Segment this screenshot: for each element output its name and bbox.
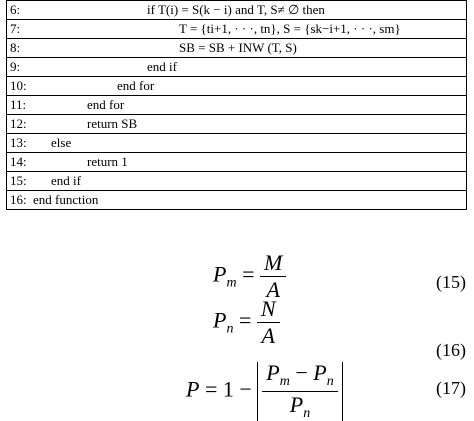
algorithm-line-row (7, 58, 467, 77)
line-code: end for (87, 97, 125, 112)
line-code: end if (147, 59, 177, 74)
line-number: 16: (10, 192, 27, 207)
line-code: end for (117, 78, 155, 93)
algorithm-line-row (7, 39, 467, 58)
eq16-lhs-sub: n (226, 321, 234, 337)
eq17-num-a: P (266, 360, 280, 385)
algorithm-line-row (7, 20, 467, 39)
algorithm-line-row (7, 1, 467, 20)
algorithm-line-row (7, 115, 467, 134)
algorithm-line-row (7, 153, 467, 172)
line-code: else (51, 135, 72, 150)
algorithm-line-cell (7, 134, 467, 153)
equation-15 (213, 252, 286, 301)
algorithm-line-cell (7, 153, 467, 172)
line-code: return SB (87, 116, 138, 131)
eq17-lhs: P (186, 376, 200, 402)
line-code: SB = SB + INW (T, S) (179, 40, 297, 55)
line-code: T = {ti+1, · · ·, tn}, S = {sk−i+1, · · ·, sm} (179, 21, 401, 36)
algorithm-line-cell (7, 20, 467, 39)
eq15-denominator: A (266, 277, 280, 302)
line-code: end function (33, 192, 99, 207)
algorithm-line-cell (7, 1, 467, 20)
algorithm-line-cell (7, 77, 467, 96)
eq17-num-b-sub: n (326, 374, 334, 389)
line-number: 11: (10, 97, 27, 112)
line-number: 12: (10, 116, 27, 131)
eq17-equals: = 1 − (204, 376, 252, 402)
line-code: end if (51, 173, 81, 188)
eq17-minus: − (289, 360, 314, 385)
line-number: 15: (10, 173, 27, 188)
eq16-numerator: N (257, 298, 280, 323)
eq16-denominator: A (261, 323, 275, 348)
algorithm-line-row (7, 191, 467, 210)
eq16-fraction (257, 298, 280, 347)
eq15-lhs-sub: m (226, 275, 237, 291)
line-number: 7: (10, 21, 21, 36)
eq17-num-b: P (313, 360, 327, 385)
eq17-fraction (262, 362, 337, 421)
eq15-numerator: M (260, 252, 286, 277)
line-number: 13: (10, 135, 27, 150)
eq17-den-p: P (289, 392, 304, 417)
equation-16 (213, 298, 280, 347)
eq15-lhs: P (213, 261, 227, 287)
algorithm-line-cell (7, 39, 467, 58)
algorithm-line-row (7, 96, 467, 115)
line-code: if T(i) = S(k − i) and T, S≠ ∅ then (147, 2, 325, 17)
eq17-numerator (262, 362, 337, 392)
algorithm-table (6, 0, 467, 210)
equation-15-label: (15) (436, 272, 466, 292)
line-number: 8: (10, 40, 21, 55)
algorithm-line-cell (7, 96, 467, 115)
equation-17 (186, 362, 343, 421)
line-number: 6: (10, 2, 21, 17)
line-number: 10: (10, 78, 27, 93)
line-code: return 1 (87, 154, 128, 169)
algorithm-line-cell (7, 191, 467, 210)
eq17-den-sub: n (303, 406, 311, 421)
eq16-lhs: P (213, 307, 227, 333)
eq15-equals: = (242, 261, 255, 287)
eq17-absolute-value (257, 362, 342, 421)
algorithm-line-row (7, 172, 467, 191)
equation-16-label: (16) (436, 340, 466, 360)
line-number: 14: (10, 154, 27, 169)
eq17-num-a-sub: m (279, 374, 290, 389)
equation-17-label: (17) (436, 378, 466, 398)
algorithm-line-cell (7, 172, 467, 191)
algorithm-line-row (7, 77, 467, 96)
eq17-denominator (262, 392, 337, 421)
algorithm-line-cell (7, 115, 467, 134)
line-number: 9: (10, 59, 21, 74)
eq16-equals: = (238, 307, 252, 333)
algorithm-line-cell (7, 58, 467, 77)
eq15-fraction (260, 252, 286, 301)
algorithm-line-row (7, 134, 467, 153)
